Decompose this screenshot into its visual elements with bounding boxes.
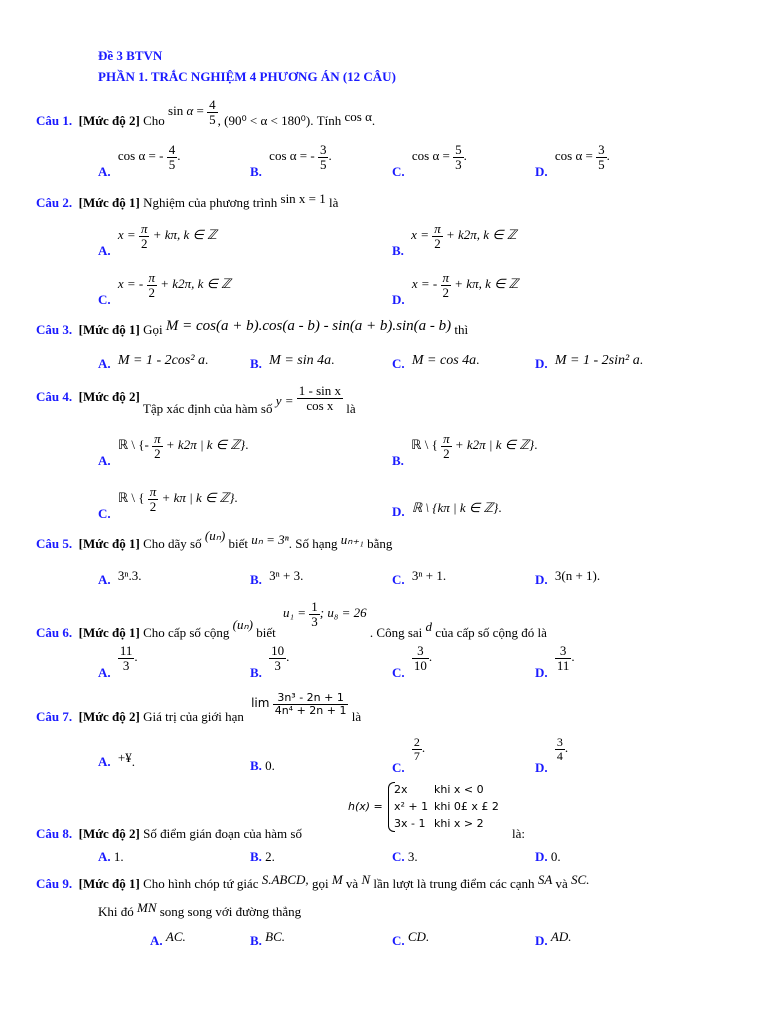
option-letter: C. (392, 356, 405, 371)
option-letter: A. (98, 243, 111, 259)
question-text: Cho (143, 113, 165, 129)
period: . (428, 649, 433, 665)
common-difference: d (425, 619, 433, 635)
period: . (138, 568, 142, 583)
option-lhs: x = (411, 227, 429, 243)
q2-option-b[interactable] (392, 221, 517, 259)
option-letter: B. (250, 665, 262, 681)
q1-option-b[interactable] (250, 142, 332, 180)
q4-option-d[interactable] (392, 500, 502, 519)
option-expr: 3ⁿ.3 (117, 568, 139, 583)
question-text-mid: biết (256, 625, 276, 641)
frac-den: 2 (442, 284, 450, 300)
frac-den: 5 (168, 156, 176, 172)
frac-den: 2 (443, 445, 450, 461)
option-expr: cos α = - (117, 148, 164, 164)
eighth-term: ; u₈ = 26 (319, 605, 367, 621)
question-1: Câu 1. [Mức độ 2] Cho sin α = $\frac{4}{5}$ , (90⁰ < α < 180⁰). Tính cos α. (36, 97, 376, 129)
frac-den: 2 (434, 235, 441, 251)
option-expr: cos α = (411, 148, 450, 164)
equals-sign: = (196, 103, 204, 119)
question-text-part: Khi đó (98, 904, 134, 919)
piecewise-function (348, 782, 528, 834)
question-text-part: và (345, 876, 359, 891)
option-letter: B. (250, 356, 262, 371)
question-text: Số điểm gián đoạn của hàm số (143, 826, 302, 841)
period: . (639, 352, 643, 367)
period: . (421, 740, 426, 756)
frac-den: 4 (556, 748, 563, 763)
question-tail: . Tính (310, 113, 342, 129)
question-3 (36, 318, 469, 339)
question-2 (36, 191, 339, 211)
part-title: PHẦN 1. TRẮC NGHIỆM 4 PHƯƠNG ÁN (12 CÂU) (98, 69, 396, 84)
q9-option-c[interactable] (392, 929, 430, 948)
q8-option-a[interactable] (98, 849, 124, 865)
period: . (534, 437, 538, 453)
question-text: Nghiệm của phương trình (143, 195, 278, 210)
question-label: Câu 5. (36, 536, 73, 551)
option-letter: D. (535, 164, 548, 180)
question-8 (36, 826, 302, 842)
q5-option-c[interactable] (392, 568, 447, 587)
period: . (463, 148, 467, 164)
term: uₙ₊₁ (340, 532, 364, 547)
question-label: Câu 8. (36, 826, 73, 841)
question-tail: thì (454, 322, 469, 337)
q8-tail: là: (512, 826, 525, 841)
frac-num: 4 (168, 142, 176, 157)
point-n: N (361, 872, 371, 887)
angle-condition: (90⁰ < α < 180⁰) (224, 113, 311, 129)
period: . (571, 649, 575, 665)
q5-option-a[interactable] (98, 568, 142, 587)
frac-num: 10 (271, 643, 285, 658)
q2-option-c[interactable] (98, 270, 231, 308)
option-letter: B. (392, 453, 404, 469)
period: . (245, 437, 249, 453)
frac-den: 4n⁴ + 2n + 1 (274, 703, 347, 717)
option-rest: + k2π, k ∈ ℤ (445, 227, 517, 243)
option-expr: ℝ \ {kπ | k ∈ ℤ} (411, 500, 499, 515)
piece-expr: x² + 1 (394, 800, 429, 813)
option-rest: + kπ, k ∈ ℤ (152, 227, 217, 243)
option-expr: 3. (407, 849, 418, 864)
sin-label: sin (168, 103, 184, 119)
question-text-part: và (555, 876, 568, 891)
question-text: Tập xác định của hàm số (142, 401, 273, 417)
q9-option-a[interactable] (150, 929, 186, 948)
question-text: Cho dãy số (143, 536, 202, 551)
period: . (564, 740, 569, 756)
period: . (331, 352, 335, 367)
question-level: [Mức độ 1] (78, 876, 140, 891)
period: . (286, 649, 290, 665)
function-lhs: y = (275, 393, 294, 409)
frac-den: 3 (455, 156, 462, 172)
q3-option-b[interactable] (250, 352, 334, 369)
q5-option-d[interactable] (535, 568, 601, 587)
frac-num: 1 (311, 599, 318, 614)
option-letter: B. (250, 164, 262, 180)
question-label: Câu 3. (36, 322, 73, 337)
frac-den: 10 (413, 657, 427, 673)
option-letter: B. (250, 572, 262, 587)
frac-num: π (149, 484, 157, 499)
exam-title: Đề 3 BTVN (98, 48, 163, 63)
option-expr: AC. (165, 929, 186, 944)
option-letter: C. (392, 164, 405, 180)
q7-option-c[interactable] (392, 735, 426, 776)
question-level: [Mức độ 1] (78, 195, 140, 210)
edge-sc: SC. (571, 872, 590, 887)
period: . (476, 352, 480, 367)
frac-num: π (442, 270, 450, 285)
period: . (596, 568, 601, 583)
period: . (134, 649, 138, 665)
question-text: Giá trị của giới hạn (143, 709, 244, 725)
frac-num: 3n³ - 2n + 1 (273, 692, 349, 705)
frac-num: π (140, 221, 148, 236)
question-level: [Mức độ 1] (78, 322, 140, 337)
option-letter: D. (535, 760, 548, 776)
frac-den: 5 (209, 111, 216, 127)
frac-num: 2 (413, 735, 420, 749)
option-expr: 2. (265, 849, 275, 864)
piece-cond: khi x < 0 (434, 783, 484, 796)
question-9 (36, 872, 590, 892)
option-expr: cos α = (554, 148, 593, 164)
option-letter: D. (392, 292, 405, 308)
q7-option-b[interactable] (250, 758, 275, 774)
question-label: Câu 7. (36, 709, 73, 725)
question-level: [Mức độ 1] (78, 536, 140, 551)
option-rest: + k2π, k ∈ ℤ (160, 276, 231, 292)
frac-den: 11 (556, 657, 570, 673)
option-letter: D. (535, 849, 548, 864)
question-level: [Mức độ 2] (78, 709, 140, 725)
limit-operator: lim (251, 696, 270, 711)
option-lhs: x = (117, 227, 136, 243)
period: . (131, 754, 135, 769)
option-letter: C. (392, 933, 405, 948)
question-tail: là (346, 401, 356, 417)
period: . (371, 113, 376, 129)
frac-num: 3 (555, 644, 572, 659)
frac-num: π (148, 270, 156, 285)
question-6 (36, 599, 547, 641)
frac-num: 4 (209, 97, 216, 112)
option-letter: C. (392, 572, 405, 587)
sequence: (uₙ) (204, 528, 226, 543)
q4-option-b[interactable] (392, 431, 538, 469)
question-level: [Mức độ 2] (78, 826, 140, 841)
question-tail: là (329, 195, 339, 210)
q1-option-d[interactable] (535, 142, 610, 180)
period: . (234, 490, 238, 506)
question-level: [Mức độ 1] (78, 625, 140, 641)
q6-option-a[interactable] (98, 643, 138, 681)
frac-den: 2 (149, 498, 157, 514)
frac-den: 5 (598, 156, 605, 172)
segment-mn: MN (137, 900, 157, 915)
question-level: [Mức độ 2] (78, 389, 140, 405)
option-letter: A. (98, 164, 111, 180)
set-prefix: ℝ \ { (117, 490, 145, 506)
question-label: Câu 2. (36, 195, 73, 210)
q5-option-b[interactable] (250, 568, 304, 587)
option-letter: A. (98, 665, 111, 681)
q6-option-d[interactable] (535, 643, 575, 681)
set-prefix: ℝ \ { (411, 437, 438, 453)
question-text-mid2: . Công sai (369, 625, 423, 641)
question-text: Gọi (143, 322, 163, 337)
period: . (205, 352, 209, 367)
frac-num: 5 (455, 142, 462, 157)
option-letter: A. (150, 933, 163, 948)
frac-num: π (434, 221, 441, 236)
option-letter: B. (250, 849, 262, 864)
option-expr: BC. (265, 929, 286, 944)
point-m: M (331, 872, 343, 887)
question-tail: bằng (367, 536, 393, 551)
option-expr: CD. (407, 929, 430, 944)
frac-den: 3 (122, 657, 130, 673)
question-label: Câu 6. (36, 625, 73, 641)
question-text: Cho cấp số cộng (143, 625, 230, 641)
frac-num: π (443, 431, 450, 446)
option-letter: B. (392, 243, 404, 259)
q8-option-b[interactable] (250, 849, 275, 865)
frac-num: 3 (556, 735, 563, 749)
frac-den: 2 (148, 284, 156, 300)
question-7 (36, 691, 362, 725)
q9-option-d[interactable] (535, 929, 572, 948)
option-letter: C. (392, 665, 405, 681)
first-term: u₁ = (283, 605, 307, 621)
sequence: (uₙ) (232, 617, 253, 633)
option-letter: C. (392, 849, 405, 864)
set-rest: + kπ | k ∈ ℤ} (161, 490, 235, 506)
q3-option-c[interactable] (392, 352, 479, 369)
frac-den: 5 (319, 156, 327, 172)
option-letter: C. (98, 506, 111, 522)
piece-expr: 3x - 1 (394, 817, 426, 830)
option-letter: D. (535, 665, 548, 681)
piece-row (394, 782, 484, 797)
frac-num: 3 (598, 142, 605, 157)
option-expr: 3(n + 1) (554, 568, 597, 583)
option-expr: M = cos 4a (411, 353, 477, 368)
frac-den: 7 (413, 748, 420, 763)
question-label: Câu 1. (36, 113, 73, 129)
option-letter: B. (250, 758, 262, 773)
q3-option-d[interactable] (535, 352, 643, 369)
option-letter: A. (98, 356, 111, 371)
question-text: Cho hình chóp tứ giác (143, 876, 259, 891)
option-letter: D. (535, 933, 548, 948)
option-expr: AD. (550, 929, 572, 944)
edge-sa: SA (537, 872, 553, 887)
period: . (328, 148, 332, 164)
option-expr: M = 1 - 2cos² a (117, 353, 206, 368)
option-letter: D. (392, 504, 405, 519)
cos-alpha: cos α (344, 109, 372, 125)
q8-option-d[interactable] (535, 849, 561, 865)
expression: M = cos(a + b).cos(a - b) - sin(a + b).sin(a - b) (165, 318, 452, 334)
frac-den: 3 (311, 613, 318, 629)
period: . (177, 148, 181, 164)
option-letter: A. (98, 849, 111, 864)
set-rest: + k2π | k ∈ ℤ} (454, 437, 535, 453)
piece-cond: khi x > 2 (434, 817, 484, 830)
alpha-symbol: α (186, 103, 194, 119)
period: . (442, 568, 447, 583)
question-text-part: song song với đường thẳng (159, 904, 302, 919)
period: . (606, 148, 610, 164)
function-lhs: h(x) = (348, 800, 383, 813)
option-letter: A. (98, 453, 111, 469)
piece-row (394, 799, 499, 814)
question-level: [Mức độ 2] (78, 113, 140, 129)
question-text-part: lần lượt là trung điểm các cạnh (373, 876, 535, 891)
q7-option-a[interactable] (98, 750, 135, 770)
question-label: Câu 9. (36, 876, 73, 891)
frac-den: 2 (140, 235, 148, 251)
q3-option-a[interactable] (98, 352, 208, 369)
set-prefix: ℝ \ { (117, 437, 145, 453)
option-lhs: x = - (117, 276, 144, 292)
question-4 (36, 383, 356, 417)
option-expr: 0. (265, 758, 275, 773)
sequence-def: uₙ = 3ⁿ (251, 532, 289, 547)
option-expr: 3ⁿ + 3 (269, 568, 301, 583)
question-text-part: gọi (311, 876, 329, 891)
option-expr: 1. (113, 849, 124, 864)
question-9-line2 (98, 900, 302, 920)
q2-option-a[interactable] (98, 221, 217, 259)
equation: sin x = 1 (280, 191, 326, 206)
question-tail: là (351, 709, 362, 725)
frac-num: 3 (412, 644, 429, 659)
q7-option-d[interactable] (535, 735, 569, 776)
piece-expr: 2x (394, 783, 408, 796)
question-label: Câu 4. (36, 389, 73, 405)
question-text-mid: biết (228, 536, 248, 551)
q2-option-d[interactable] (392, 270, 519, 308)
option-expr: +¥ (117, 750, 132, 765)
option-letter: C. (98, 292, 111, 308)
frac-den: 2 (154, 445, 161, 461)
set-rest: + k2π | k ∈ ℤ} (165, 437, 246, 453)
q6-option-b[interactable] (250, 643, 290, 681)
q8-option-c[interactable] (392, 849, 418, 865)
period: . (300, 568, 304, 583)
option-letter: B. (250, 933, 262, 948)
option-expr: cos α = - (269, 148, 315, 164)
question-text-mid2: . Số hạng (288, 536, 338, 551)
frac-num: 3 (319, 142, 327, 157)
option-expr: 3ⁿ + 1 (411, 568, 443, 583)
option-letter: D. (535, 572, 548, 587)
option-letter: A. (98, 572, 111, 587)
piece-cond: khi 0£ x £ 2 (434, 800, 499, 813)
frac-num: 11 (119, 643, 133, 658)
piece-row (394, 816, 484, 831)
period: . (498, 500, 502, 515)
option-letter: C. (392, 760, 405, 776)
q1-option-c[interactable] (392, 142, 467, 180)
q4-option-c[interactable] (98, 484, 238, 522)
option-expr: M = 1 - 2sin² a (554, 353, 640, 368)
question-5 (36, 528, 393, 552)
q9-option-b[interactable] (250, 929, 286, 948)
frac-num: 1 - sin x (298, 383, 342, 398)
pyramid-name: S.ABCD, (261, 872, 309, 887)
sign: - (144, 437, 149, 453)
frac-den: 3 (274, 657, 281, 673)
q1-option-a[interactable] (98, 142, 181, 180)
frac-den: cos x (306, 397, 334, 413)
option-letter: D. (535, 356, 548, 371)
option-letter: A. (98, 754, 111, 769)
option-expr: 0. (550, 849, 561, 864)
q6-option-c[interactable] (392, 643, 433, 681)
option-lhs: x = - (411, 276, 438, 292)
option-expr: M = sin 4a (269, 353, 332, 368)
option-rest: + kπ, k ∈ ℤ (454, 276, 519, 292)
q4-option-a[interactable] (98, 431, 249, 469)
frac-num: π (154, 431, 161, 446)
question-tail: của cấp số cộng đó là (435, 625, 547, 641)
